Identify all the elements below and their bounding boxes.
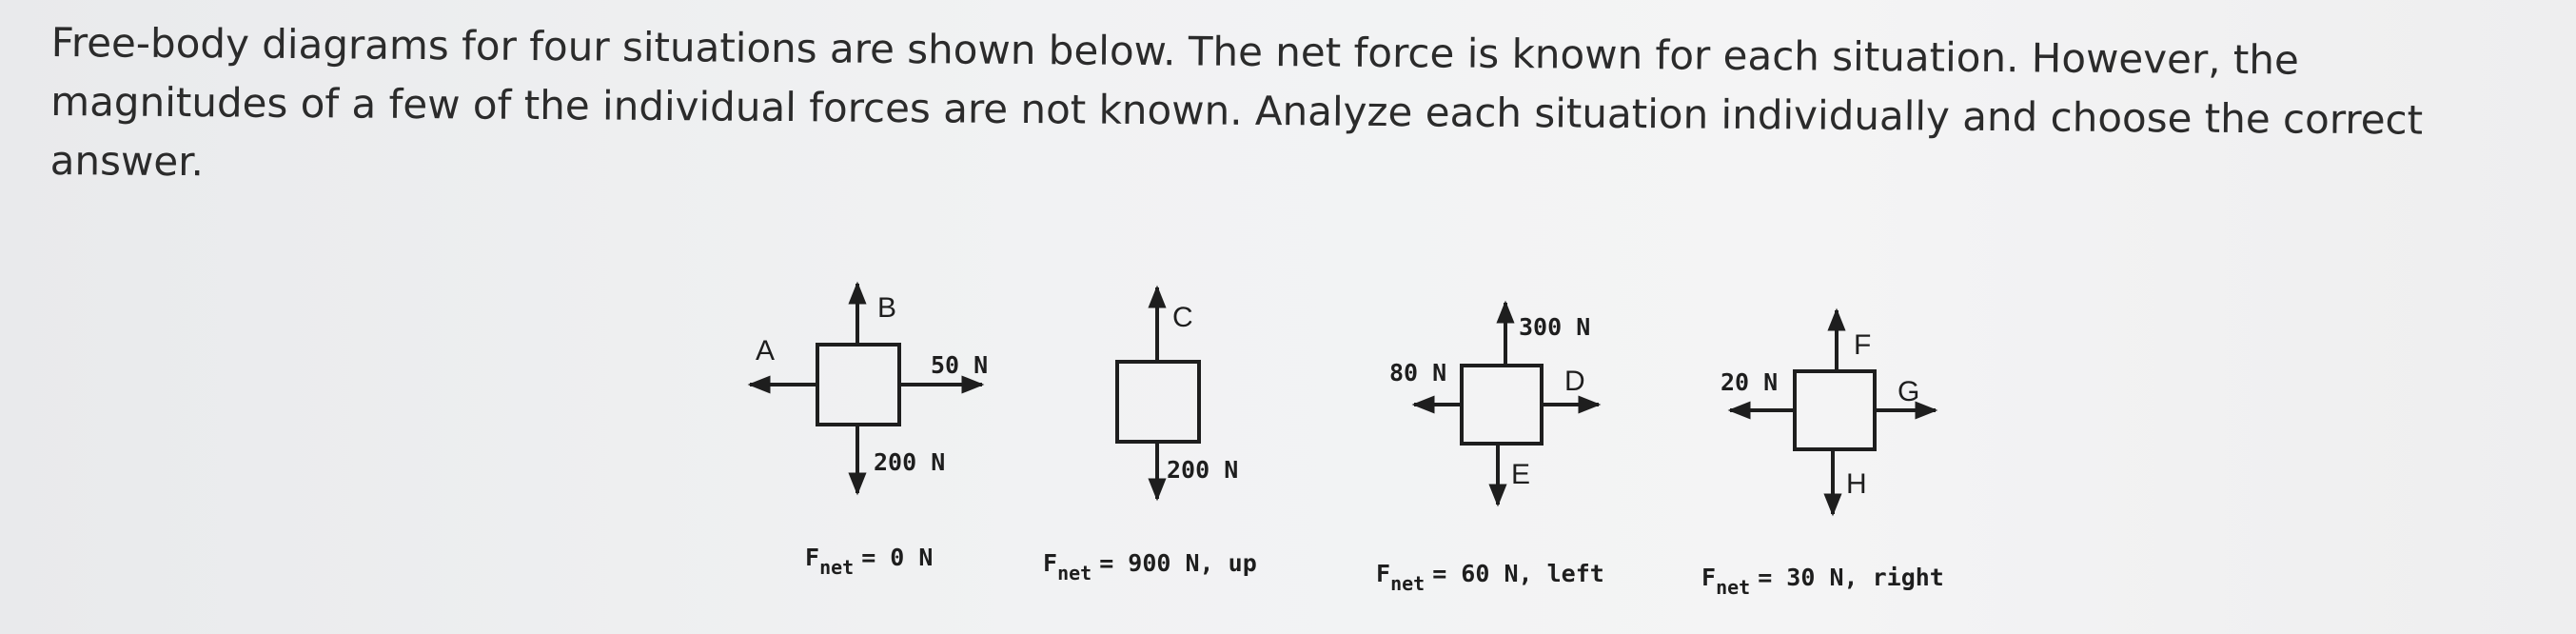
diagram-4-net-force (1701, 564, 1944, 599)
diagram-3-net-symbol: F (1376, 560, 1391, 587)
diagram-1-net-value: = 0 N (861, 544, 934, 571)
diagram-4-net-sub: net (1716, 576, 1751, 599)
diagram-1 (750, 284, 988, 579)
diagram-2-net-sub: net (1057, 562, 1092, 584)
problem-line-2: magnitudes of a few of the individual forces are not known. Analyze each situation individually and choose the correct (50, 77, 2424, 144)
diagram-2-label-down: 200 N (1167, 456, 1239, 484)
diagram-2 (1043, 287, 1257, 584)
diagram-3-net-sub: net (1390, 572, 1426, 595)
diagram-1-label-down: 200 N (874, 448, 946, 476)
diagram-1-label-left: A (756, 335, 776, 367)
diagram-4-label-left: 20 N (1721, 368, 1779, 396)
diagram-3-net-force (1376, 560, 1604, 595)
diagram-2-label-up: C (1172, 302, 1193, 333)
diagram-3-box (1462, 366, 1542, 444)
diagram-3-label-down: E (1511, 459, 1531, 490)
diagram-1-net-symbol: F (805, 544, 820, 571)
diagram-1-net-force (805, 544, 933, 579)
diagram-3-label-left: 80 N (1389, 359, 1447, 386)
diagram-3 (1376, 303, 1604, 595)
diagram-4 (1701, 310, 1944, 599)
diagram-3-net-value: = 60 N, left (1432, 560, 1604, 587)
diagram-2-net-value: = 900 N, up (1099, 549, 1257, 577)
diagram-1-label-up: B (877, 292, 897, 324)
diagram-4-label-up: F (1854, 329, 1872, 361)
diagram-4-net-value: = 30 N, right (1758, 564, 1944, 591)
diagram-2-net-symbol: F (1043, 549, 1058, 577)
diagram-2-net-force (1043, 549, 1257, 584)
diagram-4-label-down: H (1846, 468, 1867, 500)
diagram-1-label-right: 50 N (931, 351, 989, 379)
diagram-4-label-right: G (1898, 376, 1920, 407)
diagram-3-label-right: D (1564, 366, 1585, 397)
diagram-4-net-symbol: F (1701, 564, 1717, 591)
diagram-2-box (1117, 362, 1199, 442)
problem-line-3: answer. (49, 136, 205, 186)
diagram-1-box (817, 345, 899, 425)
diagram-1-net-sub: net (819, 556, 855, 579)
problem-line-1: Free-body diagrams for four situations are shown below. The net force is known for each situation. However, the (50, 18, 2300, 84)
diagram-3-label-up: 300 N (1519, 313, 1591, 341)
diagram-4-box (1795, 371, 1875, 449)
